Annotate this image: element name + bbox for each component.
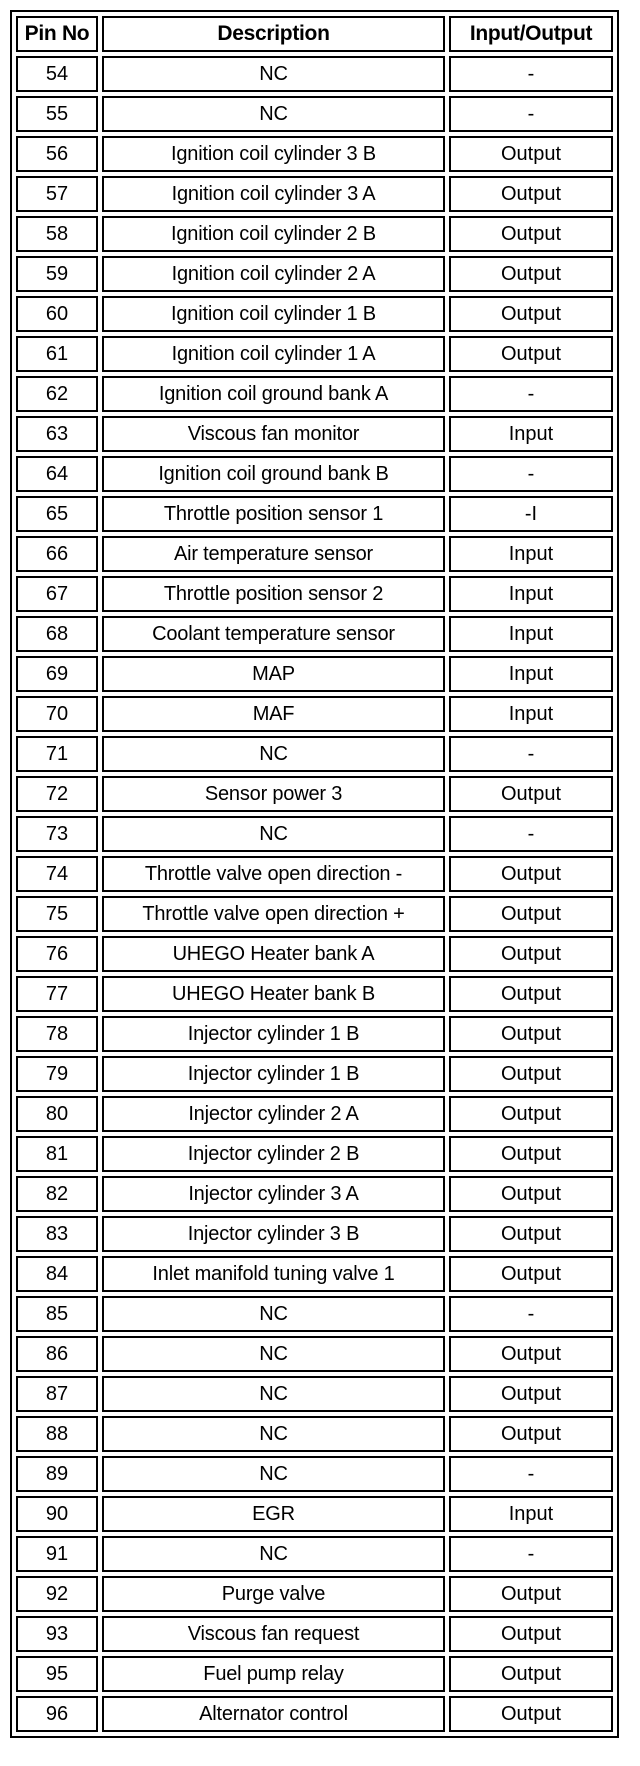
description-cell: Ignition coil ground bank A xyxy=(102,376,445,412)
description-cell: EGR xyxy=(102,1496,445,1532)
description-cell: Throttle position sensor 2 xyxy=(102,576,445,612)
io-cell: - xyxy=(449,376,613,412)
table-row xyxy=(16,1616,613,1652)
pin-cell: 93 xyxy=(16,1616,98,1652)
io-cell: Output xyxy=(449,856,613,892)
table-row xyxy=(16,1656,613,1692)
table-row xyxy=(16,496,613,532)
io-cell: Output xyxy=(449,176,613,212)
pin-cell: 89 xyxy=(16,1456,98,1492)
pin-cell: 65 xyxy=(16,496,98,532)
header-row xyxy=(16,16,613,52)
description-cell: NC xyxy=(102,1456,445,1492)
io-cell: - xyxy=(449,1296,613,1332)
table-row xyxy=(16,776,613,812)
table-row xyxy=(16,976,613,1012)
io-cell: - xyxy=(449,816,613,852)
pin-cell: 91 xyxy=(16,1536,98,1572)
pin-cell: 56 xyxy=(16,136,98,172)
io-cell: Output xyxy=(449,1136,613,1172)
description-cell: NC xyxy=(102,96,445,132)
io-cell: Output xyxy=(449,216,613,252)
table-row xyxy=(16,216,613,252)
pin-cell: 90 xyxy=(16,1496,98,1532)
table-row xyxy=(16,1176,613,1212)
description-cell: NC xyxy=(102,736,445,772)
table-header xyxy=(16,16,613,52)
description-cell: Injector cylinder 3 A xyxy=(102,1176,445,1212)
io-cell: Output xyxy=(449,1176,613,1212)
pin-cell: 78 xyxy=(16,1016,98,1052)
header-pin-no: Pin No xyxy=(16,16,98,52)
io-cell: Output xyxy=(449,1616,613,1652)
io-cell: Output xyxy=(449,136,613,172)
pin-cell: 96 xyxy=(16,1696,98,1732)
description-cell: NC xyxy=(102,1536,445,1572)
header-description: Description xyxy=(102,16,445,52)
description-cell: Throttle valve open direction + xyxy=(102,896,445,932)
description-cell: Fuel pump relay xyxy=(102,1656,445,1692)
table-row xyxy=(16,616,613,652)
table-row xyxy=(16,1696,613,1732)
pin-cell: 92 xyxy=(16,1576,98,1612)
table-row xyxy=(16,56,613,92)
io-cell: Output xyxy=(449,336,613,372)
io-cell: Output xyxy=(449,1416,613,1452)
io-cell: - xyxy=(449,96,613,132)
io-cell: - xyxy=(449,1456,613,1492)
description-cell: Ignition coil cylinder 1 B xyxy=(102,296,445,332)
io-cell: Input xyxy=(449,576,613,612)
io-cell: Output xyxy=(449,1216,613,1252)
pin-cell: 55 xyxy=(16,96,98,132)
pin-cell: 62 xyxy=(16,376,98,412)
description-cell: Ignition coil cylinder 1 A xyxy=(102,336,445,372)
pin-cell: 81 xyxy=(16,1136,98,1172)
table-row xyxy=(16,536,613,572)
io-cell: - xyxy=(449,1536,613,1572)
pin-cell: 80 xyxy=(16,1096,98,1132)
io-cell: Output xyxy=(449,1096,613,1132)
pin-cell: 79 xyxy=(16,1056,98,1092)
table-row xyxy=(16,896,613,932)
io-cell: - xyxy=(449,56,613,92)
io-cell: - xyxy=(449,456,613,492)
description-cell: Viscous fan monitor xyxy=(102,416,445,452)
io-cell: -I xyxy=(449,496,613,532)
table-row xyxy=(16,696,613,732)
description-cell: Inlet manifold tuning valve 1 xyxy=(102,1256,445,1292)
io-cell: Output xyxy=(449,1256,613,1292)
pin-cell: 60 xyxy=(16,296,98,332)
description-cell: NC xyxy=(102,816,445,852)
table-row xyxy=(16,336,613,372)
description-cell: UHEGO Heater bank A xyxy=(102,936,445,972)
description-cell: Injector cylinder 1 B xyxy=(102,1056,445,1092)
table-row xyxy=(16,96,613,132)
pin-cell: 57 xyxy=(16,176,98,212)
pin-cell: 63 xyxy=(16,416,98,452)
description-cell: Ignition coil ground bank B xyxy=(102,456,445,492)
description-cell: Ignition coil cylinder 2 B xyxy=(102,216,445,252)
table-row xyxy=(16,1056,613,1092)
table-row xyxy=(16,1216,613,1252)
table-row xyxy=(16,576,613,612)
table-row xyxy=(16,176,613,212)
description-cell: Throttle position sensor 1 xyxy=(102,496,445,532)
pin-cell: 82 xyxy=(16,1176,98,1212)
description-cell: UHEGO Heater bank B xyxy=(102,976,445,1012)
pin-cell: 84 xyxy=(16,1256,98,1292)
io-cell: Input xyxy=(449,616,613,652)
description-cell: Ignition coil cylinder 3 A xyxy=(102,176,445,212)
pin-cell: 69 xyxy=(16,656,98,692)
table-row xyxy=(16,856,613,892)
table-row xyxy=(16,816,613,852)
pin-table xyxy=(10,10,619,1738)
pin-cell: 72 xyxy=(16,776,98,812)
io-cell: - xyxy=(449,736,613,772)
pin-cell: 67 xyxy=(16,576,98,612)
io-cell: Output xyxy=(449,1696,613,1732)
table-row xyxy=(16,376,613,412)
pin-cell: 83 xyxy=(16,1216,98,1252)
table-row xyxy=(16,1336,613,1372)
pin-cell: 76 xyxy=(16,936,98,972)
pin-cell: 74 xyxy=(16,856,98,892)
table-row xyxy=(16,136,613,172)
io-cell: Input xyxy=(449,416,613,452)
pin-cell: 73 xyxy=(16,816,98,852)
description-cell: NC xyxy=(102,1416,445,1452)
io-cell: Output xyxy=(449,976,613,1012)
description-cell: NC xyxy=(102,1336,445,1372)
io-cell: Output xyxy=(449,1016,613,1052)
table-row xyxy=(16,656,613,692)
pin-cell: 77 xyxy=(16,976,98,1012)
table-row xyxy=(16,1016,613,1052)
io-cell: Output xyxy=(449,1376,613,1412)
pin-cell: 75 xyxy=(16,896,98,932)
io-cell: Output xyxy=(449,1056,613,1092)
table-row xyxy=(16,1296,613,1332)
description-cell: NC xyxy=(102,1296,445,1332)
pin-cell: 71 xyxy=(16,736,98,772)
io-cell: Output xyxy=(449,296,613,332)
description-cell: Injector cylinder 2 B xyxy=(102,1136,445,1172)
table-row xyxy=(16,256,613,292)
table-row xyxy=(16,1376,613,1412)
description-cell: MAP xyxy=(102,656,445,692)
table-row xyxy=(16,296,613,332)
pin-cell: 87 xyxy=(16,1376,98,1412)
table-row xyxy=(16,1136,613,1172)
io-cell: Input xyxy=(449,1496,613,1532)
description-cell: Alternator control xyxy=(102,1696,445,1732)
io-cell: Output xyxy=(449,896,613,932)
io-cell: Output xyxy=(449,1336,613,1372)
table-row xyxy=(16,1456,613,1492)
description-cell: Coolant temperature sensor xyxy=(102,616,445,652)
pin-cell: 59 xyxy=(16,256,98,292)
io-cell: Output xyxy=(449,776,613,812)
description-cell: MAF xyxy=(102,696,445,732)
pin-cell: 54 xyxy=(16,56,98,92)
table-row xyxy=(16,936,613,972)
pin-cell: 68 xyxy=(16,616,98,652)
description-cell: Injector cylinder 3 B xyxy=(102,1216,445,1252)
description-cell: Injector cylinder 2 A xyxy=(102,1096,445,1132)
pin-cell: 85 xyxy=(16,1296,98,1332)
table-row xyxy=(16,1576,613,1612)
table-row xyxy=(16,1096,613,1132)
io-cell: Output xyxy=(449,256,613,292)
pin-cell: 61 xyxy=(16,336,98,372)
io-cell: Output xyxy=(449,1576,613,1612)
description-cell: Sensor power 3 xyxy=(102,776,445,812)
description-cell: NC xyxy=(102,1376,445,1412)
io-cell: Input xyxy=(449,696,613,732)
pin-cell: 58 xyxy=(16,216,98,252)
pin-cell: 66 xyxy=(16,536,98,572)
io-cell: Output xyxy=(449,1656,613,1692)
table-row xyxy=(16,1416,613,1452)
table-row xyxy=(16,1256,613,1292)
table-row xyxy=(16,736,613,772)
pin-cell: 64 xyxy=(16,456,98,492)
description-cell: Injector cylinder 1 B xyxy=(102,1016,445,1052)
table-row xyxy=(16,1496,613,1532)
description-cell: Ignition coil cylinder 3 B xyxy=(102,136,445,172)
pin-cell: 86 xyxy=(16,1336,98,1372)
header-input-output: Input/Output xyxy=(449,16,613,52)
description-cell: Viscous fan request xyxy=(102,1616,445,1652)
io-cell: Input xyxy=(449,536,613,572)
pin-cell: 70 xyxy=(16,696,98,732)
description-cell: Air temperature sensor xyxy=(102,536,445,572)
pin-cell: 95 xyxy=(16,1656,98,1692)
table-body xyxy=(16,56,613,1732)
io-cell: Input xyxy=(449,656,613,692)
description-cell: Purge valve xyxy=(102,1576,445,1612)
pin-cell: 88 xyxy=(16,1416,98,1452)
table-row xyxy=(16,416,613,452)
description-cell: NC xyxy=(102,56,445,92)
io-cell: Output xyxy=(449,936,613,972)
description-cell: Ignition coil cylinder 2 A xyxy=(102,256,445,292)
description-cell: Throttle valve open direction - xyxy=(102,856,445,892)
table-row xyxy=(16,1536,613,1572)
table-row xyxy=(16,456,613,492)
